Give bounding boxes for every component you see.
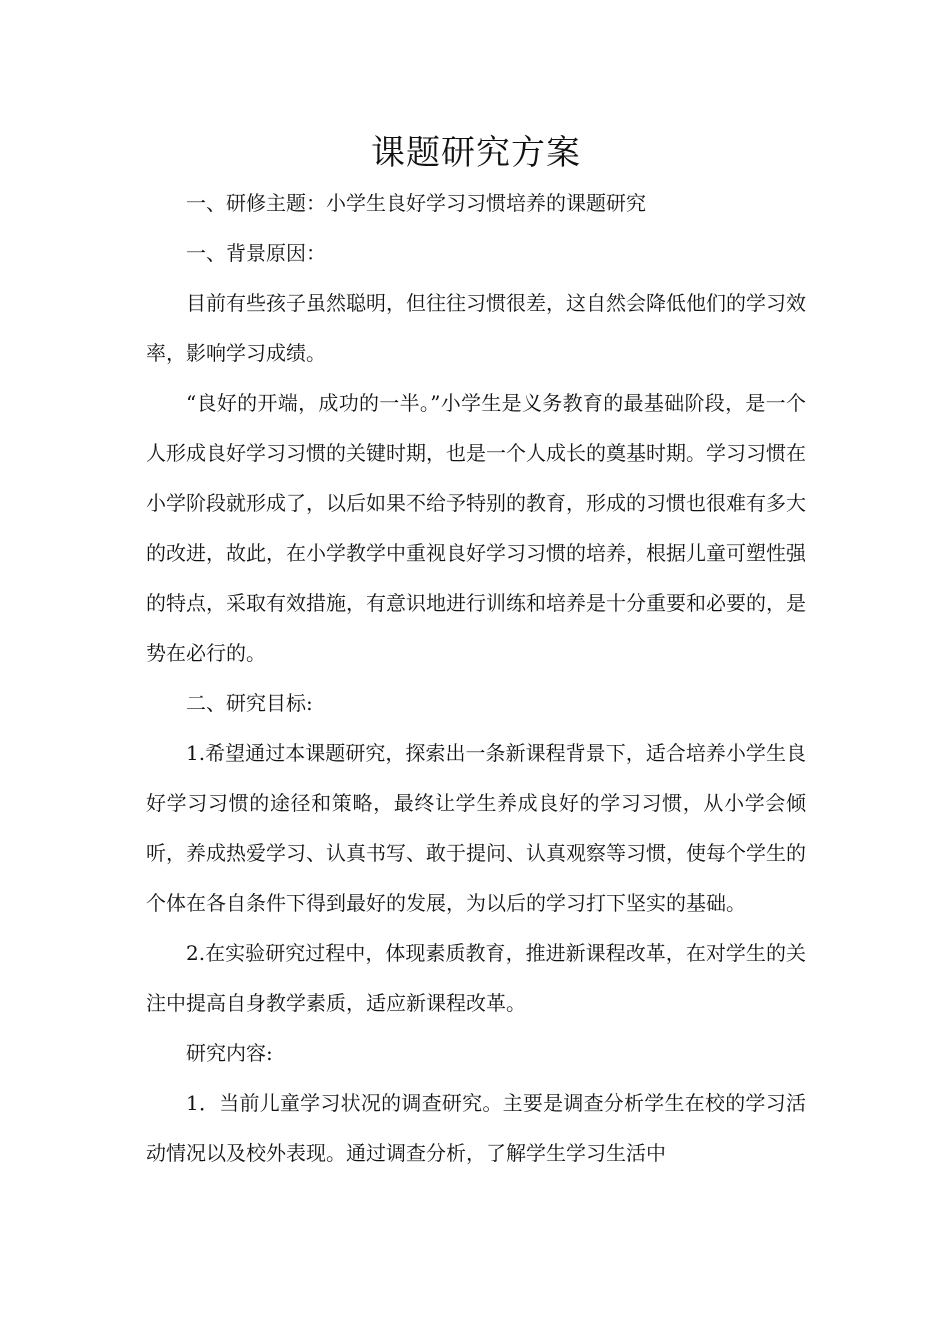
paragraph-content-heading: 研究内容: <box>186 1041 273 1065</box>
paragraph-goal-2: 2.在实验研究过程中，体现素质教育，推进新课程改革，在对学生的关注中提高自身教学素质，适应新课程改革。 <box>146 941 806 1015</box>
paragraph-background-1: 目前有些孩子虽然聪明，但往往习惯很差，这自然会降低他们的学习效率，影响学习成绩。 <box>146 291 806 365</box>
document-title: 课题研究方案 <box>371 133 581 173</box>
paragraph-background-2: “良好的开端，成功的一半。”小学生是义务教育的最基础阶段，是一个人形成良好学习习惯的关键时期，也是一个人成长的奠基时期。学习习惯在小学阶段就形成了，以后如果不给予特别的教育，形成的习惯也很难有多大的改进，故此，在小学教学中重视良好学习习惯的培养，根据儿童可塑性强的特点，采取有效措施，有意识地进行训练和培养是十分重要和必要的，是势在必行的。 <box>146 391 806 665</box>
paragraph-background-heading: 一、背景原因： <box>186 241 326 265</box>
paragraph-goals-heading: 二、研究目标: <box>186 691 313 715</box>
paragraph-content-1: 1．当前儿童学习状况的调查研究。主要是调查分析学生在校的学习活动情况以及校外表现。通过调查分析，了解学生学习生活中 <box>146 1091 806 1165</box>
document-body <box>146 128 806 1178</box>
paragraph-research-theme: 一、研修主题：小学生良好学习习惯培养的课题研究 <box>186 191 646 215</box>
paragraph-goal-1: 1.希望通过本课题研究，探索出一条新课程背景下，适合培养小学生良好学习习惯的途径和策略，最终让学生养成良好的学习习惯，从小学会倾听，养成热爱学习、认真书写、敢于提问、认真观察等习惯，使每个学生的个体在各自条件下得到最好的发展，为以后的学习打下坚实的基础。 <box>146 741 806 915</box>
